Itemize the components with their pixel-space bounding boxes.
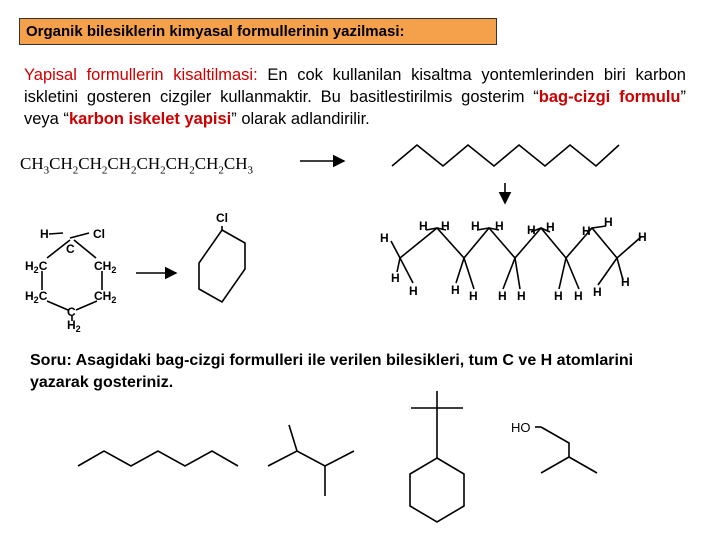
svg-text:H: H: [469, 289, 478, 303]
expanded-octane: [391, 226, 641, 289]
skeletal-octane: [392, 145, 619, 166]
condensed-formula: $CH_3CH_2CH_2CH_2CH_2CH_2CH_2CH_3$: [20, 154, 253, 177]
svg-text:C: C: [67, 305, 76, 319]
svg-text:H: H: [441, 219, 450, 233]
question-molecule-4: [535, 427, 597, 473]
svg-text:H: H: [604, 215, 613, 229]
svg-text:HO: HO: [511, 420, 531, 435]
svg-text:H: H: [574, 289, 583, 303]
svg-text:H: H: [498, 289, 507, 303]
svg-text:CH2: $CH_2$: [94, 289, 117, 305]
svg-text:H: H: [419, 219, 428, 233]
svg-text:H: H: [451, 283, 460, 297]
svg-text:H: H: [638, 230, 647, 244]
intro-part2: ” veya “: [24, 88, 687, 128]
question-molecule-1: [78, 451, 238, 466]
term-bag-cizgi: bag-cizgi formulu: [538, 88, 681, 106]
intro-part3: ” olarak adlandirilir.: [231, 110, 370, 128]
svg-text:H: H: [582, 224, 591, 238]
svg-text:H: H: [621, 275, 630, 289]
hydrogen-labels: [380, 215, 647, 303]
svg-text:H2C: $H_2C$: [25, 289, 48, 305]
slide-title: Organik bilesiklerin kimyasal formullerinin yazilmasi:: [26, 23, 405, 40]
svg-text:H: H: [546, 220, 555, 234]
term-karbon-iskelet: karbon iskelet yapisi: [68, 110, 232, 128]
svg-text:Cl: Cl: [216, 211, 228, 225]
question-molecule-2: [268, 425, 354, 496]
svg-text:C: C: [66, 242, 75, 256]
svg-text:H: H: [40, 227, 49, 241]
svg-text:Cl: Cl: [93, 227, 105, 241]
svg-text:H: H: [471, 219, 480, 233]
svg-text:H: H: [409, 284, 418, 298]
question-molecule-3: [410, 391, 464, 522]
svg-text:H: H: [517, 289, 526, 303]
intro-part1: En cok kullanilan kisaltma yontemlerinden biri karbon iskletini gosteren cizgiler kullanmaktir. Bu basitlestirilmis gosterim “: [24, 66, 686, 106]
svg-text:H: H: [391, 271, 400, 285]
svg-text:H2C: $H_2C$: [25, 259, 48, 275]
intro-lead: Yapisal formullerin kisaltilmasi:: [24, 66, 258, 84]
svg-text:H: H: [593, 285, 602, 299]
atom-labels: [25, 211, 647, 435]
svg-text:H: H: [527, 223, 536, 237]
skeletal-chlorocyclohexane: [199, 226, 245, 302]
svg-text:H: H: [495, 219, 504, 233]
svg-text:H: H: [380, 231, 389, 245]
svg-text:H2: $H_2$: [67, 318, 81, 334]
svg-text:H: H: [554, 289, 563, 303]
svg-text:CH2: $CH_2$: [94, 259, 117, 275]
question-text: Soru: Asagidaki bag-cizgi formulleri ile verilen bilesikleri, tum C ve H atomlarini yazarak gosteriniz.: [30, 352, 634, 391]
